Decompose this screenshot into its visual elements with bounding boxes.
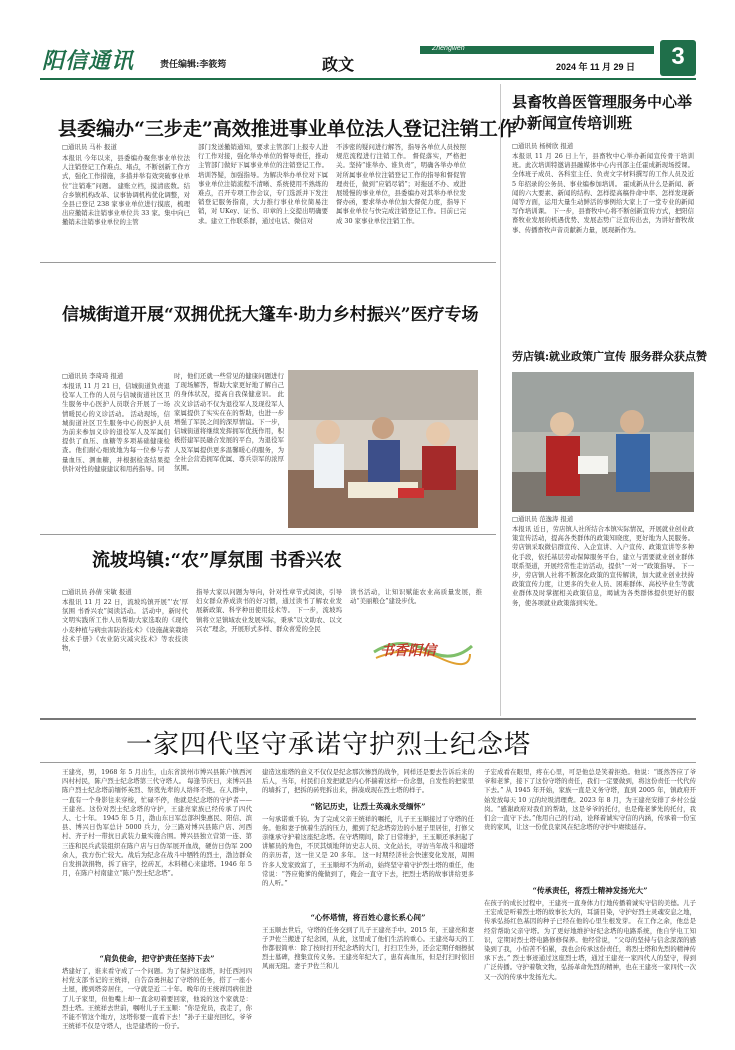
article1-col2: 部门发送撤销通知，要求主管部门上报专人进行工作对接，强化举办单位的督导责任，推动主管部门做好下属事业单位的注销登记工作。 培训答疑，加强指导。为解决举办单位对下属事业单位注销流程不清晰、系统使用不熟练的难点，召开专项工作会议，专门选派并下发注销登记服务指南，大力推行事业单位简易注销，对 UKey、证书、印章的上交提出明确要求。建立工作联系群，通过电话、微信对 bbox=[198, 143, 328, 225]
article3-byline: □通讯员 李琦琦 报道 bbox=[62, 372, 124, 380]
article4-title: 劳店镇:就业政策广宣传 服务群众获点赞 bbox=[512, 350, 707, 363]
medical-clinic-photo bbox=[288, 370, 478, 528]
feature-title: 一家四代坚守承诺守护烈士纪念塔 bbox=[126, 730, 532, 760]
article5-col2: 指导大家以问题为导向，针对性章节式阅读，引导妇女群众养成读书的好习惯，通过读书了解农业发展新政策、科学种田使用技术等。 下一步，流坡坞镇将立足镇域农业发展实际，秉承“以文助农、以文兴农”理念，开展形式多样、群众喜爱的全民 bbox=[196, 588, 342, 633]
feature-col2b: 一句承诺重千钧。为了完成父亲王统祥的嘱托，儿子王玉顺接过了守塔的任务。他和妻子慎着生活的压力，搬到了纪念塔旁边的小屋子里居住，打修父亲继承守护着这座纪念塔。在守塔期间，除了日常维护，王玉顺还承担起了讲解员的角色，不厌其烦地拜访史志人员、文化站长，寻访当年战斗和建塔的亲历者，这一住又是 20 多年。 这一时期经济社会快速变化发展，周围许多人发家致富了，王玉顺却不为所动，始终坚守着守护烈士塔的重任，他常说：“答应俺爹的俺做到了，俺会一直守下去，把烈士塔的故事讲给更多的人听。” bbox=[262, 814, 474, 888]
policy-promotion-photo bbox=[512, 372, 694, 512]
rule-article3-top bbox=[40, 262, 496, 263]
issue-date: 2024 年 11 月 29 日 bbox=[556, 62, 636, 72]
section-pinyin: Zhengwen bbox=[432, 45, 465, 52]
rule-article5-top bbox=[40, 534, 496, 535]
section-title: 政文 bbox=[322, 55, 355, 74]
feature-col1b: 塔建好了，谁来看守成了一个问题。为了保护这座塔，时任西河四村党支部书记的王统祥，自告奋勇担起了守塔的任务，搭了一座小土屋，搬到塔旁居住，一守就是近二十年。晚年的王统祥因病住进了儿子家里，但他嘴上却一直念叨着要回家，他说的这个家就是：烈士塔。王统祥去世前，嘱咐儿子王玉顺：“你是党员，我走了，你不能不管这个地方，这塔你要一直看下去！”孙子王建亮回忆，爷爷王统祥不仅是守塔人，也是建塔的一份子。 bbox=[62, 967, 252, 1031]
feature-subhead-3: “心怀塔情，将百姓心意长系心间” bbox=[310, 912, 426, 922]
article1-byline: □通讯员 马朴 报道 bbox=[62, 143, 117, 151]
editor-label: 责任编辑:李筱筠 bbox=[160, 60, 227, 70]
article1-col3: 不涉密的疑问进行解答，指导各单位人员按照规范流程进行注销工作。 督促落实，严格把关。坚持“谁举办、谁负责”，明确各举办单位对所属事业单位注销登记工作的指导和督促管理责任，做到“应销尽销”；对拖延不办、或进展缓慢的事业单位，县委编办对其举办单位发督办函，要求举办单位加大督促力度，指导下属事业单位与快完成注销登记工作。目前已完成 30 家事业单位注销工作。 bbox=[336, 143, 466, 225]
article5-col3: 读书活动，让知识赋能农业高质量发展，推动“美丽粮仓”建设步伐。 bbox=[350, 588, 482, 606]
rule-feature-title bbox=[40, 762, 696, 763]
feature-col1 bbox=[62, 768, 252, 1046]
feature-col3b: 在孩子的成长过程中，王建亮一直身体力行地传播着诚实守信的美德。儿子王宏成是听着烈士塔的故事长大的，耳濡目染，守护好烈士灵魂安息之地，传承弘扬红色基因的种子已经在他的心里生根发芽。 在工作之余，他总是经常帮助父亲守塔。为了更好地维护好纪念塔的电路系统，他自学电工知识，定期对烈士塔电路修修保养。他经常说，“父母的坚持与信念深深的感染到了我，小怕苦不怕累，我也会传承这份责任，将烈士塔和先烈的精神传承下去。” 烈士事迹通过这座烈士塔，通过王建亮一家四代人的坚守，得到广泛传播。守护着敬文物，弘扬革命先烈的精神，也在王建亮一家四代一次又一次的传承中发扬光大。 bbox=[484, 899, 696, 981]
column-divider bbox=[500, 84, 501, 716]
page-number-box bbox=[660, 40, 696, 76]
article1-col1: 本报讯 今年以来，县委编办聚焦事业单位法人注销登记工作难点、堵点，不断创新工作方式，强化工作措施，多措并举有效突破事业单位“注销难”问题。 建账立档，摸清底数。结合乡镇机构改革、议事协调机构优化调整，对全县已登记 238 家事业单位进行摸底，梳理出应撤销未注销事业单位共 33 家。集中向已撤销未注销事业单位的主管 bbox=[62, 154, 190, 227]
article5-col1: 本报讯 11 月 22 日，流坡坞镇开展“‘农’厚氛围 书香兴农”阅读活动。 活动中，新时代文明实践所工作人员帮助大家选取的《现代小麦种植与病虫害防治技术》《设施蔬菜栽培技术手册》《农业防灾减灾技术》等农技读物， bbox=[62, 598, 188, 653]
article3-title: 信城街道开展“双拥优抚大篷车·助力乡村振兴”医疗专场 bbox=[62, 305, 479, 325]
article3-col2: 时，他们还就一些常见的健康问题进行了现场解答，帮助大家更好地了解自己的身体状况，提高自我保健意识。 此次义诊活动不仅为退役军人及现役军人家属提供了实实在在的帮助，也进一步增强了军民之间的深厚情谊。下一步，信城街道将继续发挥拥军优抚作用，积极搭建军民融合发展的平台，为退役军人及军属提供更多温馨暖心的服务，为全社会营造拥军优属、尊兵崇军的浓厚氛围。 bbox=[174, 372, 284, 473]
feature-subhead-4: “传承责任，将烈士精神发扬光大” bbox=[532, 886, 648, 895]
feature-col3a: 子宏成看在眼里，疼在心里，可是他总是笑着拒绝。他说：“既然答应了爷爷和老爹，接下了这份守塔的责任，我们一定要做到，将这份责任一代代传下去。” 从 1945 年开始，家族一直是义务守塔，直到 2005 年，镇政府开始发放每天 10 元的垃圾清理费。2023 年 8 月，为王建亮安排了乡村公益岗。“感谢政府对我们的帮助，这是爷爷的托付，也是俺老爹先的托付，我们会一直守下去。”他用自己的行动，诠释着诚实守信的内涵，传承着一份宝贵的家风，让这一份优良家风在纪念塔的守护中赓续延存。 bbox=[484, 768, 696, 832]
rule-feature-top bbox=[40, 718, 696, 720]
article2-byline: □通讯员 杨树欣 报道 bbox=[512, 142, 574, 150]
feature-col2 bbox=[262, 768, 474, 1046]
page-number: 3 bbox=[671, 43, 685, 70]
feature-col2c: 王玉顺去世后，守塔的任务交到了儿子王建亮手中。2015 年，王建亮和妻子尹佐兰搬进了纪念园，从此，这里成了他们生活的重心。王建亮每天的工作都很简单：除了按时打开纪念塔的大门，打扫卫生外，还会定期仔细擦拭烈士墓碑，搜集宣传义务。王建亮年纪大了，患有高血压，但是打扫时依旧风雨无阻。妻子尹佐兰和儿 bbox=[262, 925, 474, 971]
reading-badge bbox=[370, 632, 474, 666]
medical-clinic-photo-art bbox=[288, 370, 478, 528]
article2-title: 县畜牧兽医管理服务中心举办新闻宣传培训班 bbox=[512, 93, 693, 132]
feature-subhead-1: “肩负使命，把守护责任坚持下去” bbox=[99, 954, 215, 963]
article5-title: 流坡坞镇:“农”厚氛围 书香兴农 bbox=[92, 550, 342, 571]
article4-body: 本报讯 近日，劳店镇人社所结合本镇实际情况，开展就业创业政策宣传活动，提高各类群体的政策知晓度，更好地为人民服务。 劳店镇采取微信群宣传、入企宣讲、入户宣传、政策宣讲等多种化手段，依托基层劳动保障服务平台，建立与需要就业创业群体联系渠道，开展经常性走访活动，提供“一对一”政策指导。 下一步，劳店镇人社将不断深化政策的宣传解读，加大就业创业扶持政策宣传力度，让更多的失业人员、困难群体、高校毕业生等就业群体及时掌握相关政策信息，竭诚为各类群体提供更好的服务，使各项就业政策落到实处。 bbox=[512, 525, 694, 607]
feature-col1a: 王建亮，男，1968 年 5 月出生，山东省滨州市博兴县陈户镇西河四村村民，陈户烈士纪念塔第三代守塔人。 每逢节庆日，来博兴县陈户烈士纪念塔前缅怀英烈、祭奠先辈的人络绎不绝。在人群中，一直有一个身影往来穿梭，忙碌不停，他就是纪念塔的守护者——王建亮。这份对烈士纪念塔的守护，王建亮家族已经传承了四代人、七十年。 1945 年 5 月，渤山东日军总部纠集惠民、阳信、滨县、博兴日伪军总计 5000 兵力，分三路对博兴县陈户店、河西村、齐子村一带抗日武装力量实施合围。博兴县独立营第一连、第三连和民兵武装组织在陈户店与日伪军展开血战，硬仿日伪军 200 余人，我方伤亡较大。战后为纪念在战斗中牺牲的烈士，渤边群众自发捐款捐物，拆了庙宇，挖砖瓦，木料精心来建塔。1946 年 5 月，在陈户村南建立“陈户烈士纪念塔”。 bbox=[62, 768, 252, 878]
reading-badge-text: 书香阳信 bbox=[380, 643, 436, 659]
article4-byline: □通讯员 范逸涛 报道 bbox=[512, 515, 574, 523]
article1-title: 县委编办“三步走”高效推进事业单位法人登记注销工作 bbox=[58, 118, 517, 140]
feature-col2a: 建造这座塔的意义不仅仅是纪念那次惨烈的战争，同样还是要去告诉后来的后人，当年，村民们自发把就是内心怀揣着这样一份念想，自发性的把家里的墙拆了，把拆的砖兜拆出来，拼凑成现在烈士塔的样子。 bbox=[262, 768, 474, 795]
feature-col3 bbox=[484, 768, 696, 1046]
masthead bbox=[0, 0, 735, 80]
masthead-logo: 阳信通讯 bbox=[42, 48, 135, 74]
article2-body: 本报讯 11 月 26 日上午，县畜牧中心举办新闻宣传骨干培训班。此次培训特邀请县融媒体中心内刊部主任霍成新现场授课。全体班子成员、各科室主任、负责文字材料撰写的工作人员及近 5 年招录的公务员、事业编参加培训。 霍成新从什么是新闻、新闻的六大要素、新闻的结构、怎样提高稿件命中率、怎样发现新闻等方面，运用大量生动鲜活的事例给大家上了一堂专业的新闻写作培训课。 下一步，县畜牧中心将不断创新宣传方式，把阳信畜牧业发展的机遇优势、发展态势广泛宣传出去，为讲好畜牧故事、传播畜牧声音贡献新力量，展现新作为。 bbox=[512, 152, 694, 234]
policy-promotion-photo-art bbox=[512, 372, 694, 512]
article5-byline: □通讯员 孙倩 宋敏 报道 bbox=[62, 588, 132, 596]
masthead-rule bbox=[40, 78, 696, 80]
article3-col1: 本报讯 11 月 21 日，信城街道负责退役军人工作的人员与信城街道社区卫生服务中心医护人员联合开展了一场情暖民心的义诊活动。 活动现场，信城街道社区卫生服务中心的医护人员为前来参加义诊的退役军人及军属们提供了血压、血糖等多项基础健康检查。他们耐心细致地为每一位参与者量血压、测血糖，并根据检查结果提供针对性的健康建议和用药指导。同 bbox=[62, 382, 170, 473]
feature-subhead-2: “铭记历史，让烈士英魂永受缅怀” bbox=[310, 801, 426, 811]
